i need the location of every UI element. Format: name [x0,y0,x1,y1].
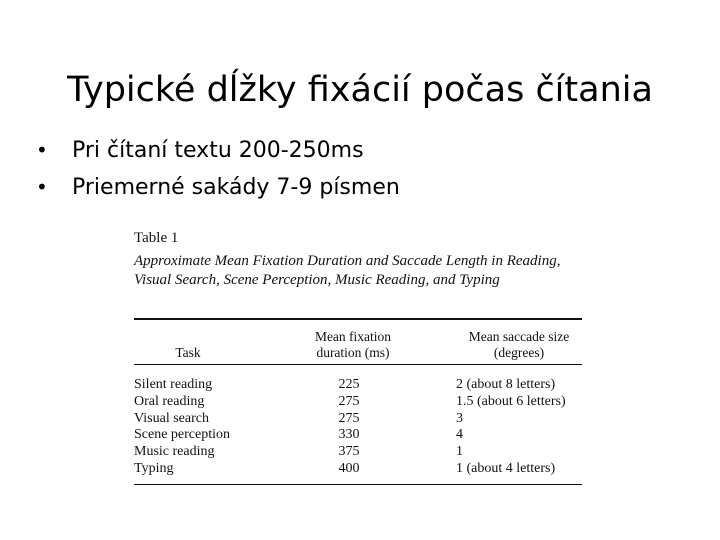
cell-fixation: 275 [338,410,360,426]
cell-saccade: 1.5 (about 6 letters) [456,393,566,409]
table-row [134,461,584,478]
table-row [134,394,584,411]
cell-saccade: 4 [456,427,463,443]
header-fixation-line2: duration (ms) [316,345,390,360]
cell-task: Typing [134,460,174,476]
header-fixation [298,329,408,361]
bullet-dot-icon: • [36,138,48,162]
header-fixation-line1: Mean fixation [314,329,392,344]
cell-fixation: 330 [338,427,360,443]
header-task-label: Task [175,345,201,360]
cell-fixation: 225 [338,377,360,392]
bullet-list [36,132,400,206]
table-top-rule [134,318,582,320]
header-saccade [454,329,584,361]
header-saccade-line2: (degrees) [493,345,545,360]
header-task [158,345,218,361]
cell-task: Oral reading [134,393,205,409]
cell-task: Scene perception [134,427,231,443]
bullet-dot-icon: • [36,175,48,199]
table-row [134,411,584,428]
cell-saccade: 1 [456,444,463,460]
table-header-rule [134,364,582,365]
table-row [134,427,584,444]
cell-task: Silent reading [134,377,213,392]
bullet-text: Pri čítaní textu 200-250ms [72,138,364,163]
cell-saccade: 3 [456,410,463,426]
cell-fixation: 275 [338,393,360,409]
bullet-item [36,169,400,206]
cell-task: Music reading [134,444,215,460]
bullet-item [36,132,400,169]
table-caption: Approximate Mean Fixation Duration and Saccade Length in Reading, Visual Search, Scene Perception, Music Reading, and Typing [134,253,561,288]
cell-saccade: 1 (about 4 letters) [456,460,556,476]
table-label: Table 1 [134,230,179,246]
header-saccade-line1: Mean saccade size [468,329,570,344]
cell-fixation: 400 [338,460,360,476]
table-row [134,377,584,394]
cell-saccade: 2 (about 8 letters) [456,377,556,392]
table-bottom-rule [134,484,582,485]
table-body [134,377,584,478]
cell-task: Visual search [134,410,209,426]
bullet-text: Priemerné sakády 7-9 písmen [72,175,400,200]
slide-title: Typické dĺžky fixácií počas čítania [67,70,653,111]
cell-fixation: 375 [338,444,360,460]
table-row [134,444,584,461]
table-figure [128,226,598,496]
